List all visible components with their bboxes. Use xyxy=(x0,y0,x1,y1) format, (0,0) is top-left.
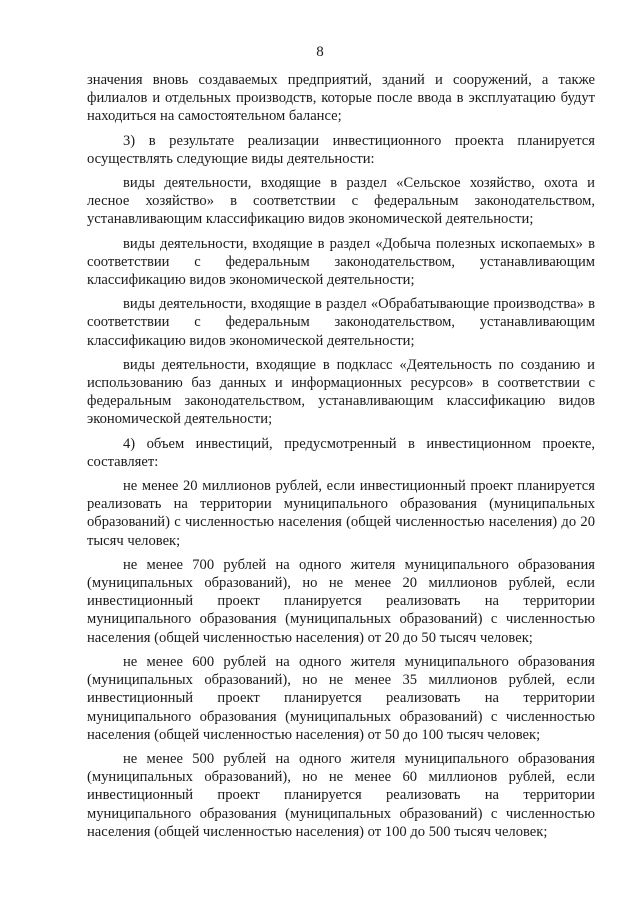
paragraph-investment-50k-100k: не менее 600 рублей на одного жителя муниципального образования (муниципальных образований), но не менее 35 миллионов рублей, если инвестиционный проект планируется реализовать на территории муниципального образования (муниципальных образований) с численностью населения (общей численностью населения) от 50 до 100 тысяч человек; xyxy=(87,653,595,743)
paragraph-activity-agriculture: виды деятельности, входящие в раздел «Сельское хозяйство, охота и лесное хозяйство» в соответствии с федеральным законодательством, устанавливающим классификацию видов экономической деятельности; xyxy=(87,175,595,228)
paragraph-activity-manufacturing: виды деятельности, входящие в раздел «Обрабатывающие производства» в соответствии с федеральным законодательством, устанавливающим классификацию видов экономической деятельности; xyxy=(87,296,595,349)
paragraph-activity-mining: виды деятельности, входящие в раздел «Добыча полезных ископаемых» в соответствии с федеральным законодательством, устанавливающим классификацию видов экономической деятельности; xyxy=(87,235,595,289)
paragraph-investment-20k-50k: не менее 700 рублей на одного жителя муниципального образования (муниципальных образований), но не менее 20 миллионов рублей, если инвестиционный проект планируется реализовать на территории муниципального образования (муниципальных образований) с численностью населения (общей численностью населения) от 20 до 50 тысяч человек; xyxy=(87,556,595,646)
paragraph-investment-100k-500k: не менее 500 рублей на одного жителя муниципального образования (муниципальных образований), но не менее 60 миллионов рублей, если инвестиционный проект планируется реализовать на территории муниципального образования (муниципальных образований) с численностью населения (общей численностью населения) от 100 до 500 тысяч человек; xyxy=(87,750,595,840)
paragraph-investment-up-to-20k: не менее 20 миллионов рублей, если инвестиционный проект планируется реализовать на территории муниципального образования (муниципальных образований) с численностью населения (общей численностью населения) до 20 тысяч человек; xyxy=(87,478,595,549)
paragraph-activity-databases: виды деятельности, входящие в подкласс «Деятельность по созданию и использованию баз данных и информационных ресурсов» в соответствии с федеральным законодательством, устанавливающим классификацию видов экономической деятельности; xyxy=(87,356,595,428)
paragraph-item-4: 4) объем инвестиций, предусмотренный в инвестиционном проекте, составляет: xyxy=(87,435,595,470)
paragraph-item-3: 3) в результате реализации инвестиционного проекта планируется осуществлять следующие виды деятельности: xyxy=(87,132,595,167)
paragraph-continuation: значения вновь создаваемых предприятий, зданий и сооружений, а также филиалов и отдельных производств, которые после ввода в эксплуатацию будут находиться на самостоятельном балансе; xyxy=(87,72,595,125)
page-number: 8 xyxy=(316,44,324,60)
document-body xyxy=(87,71,595,847)
